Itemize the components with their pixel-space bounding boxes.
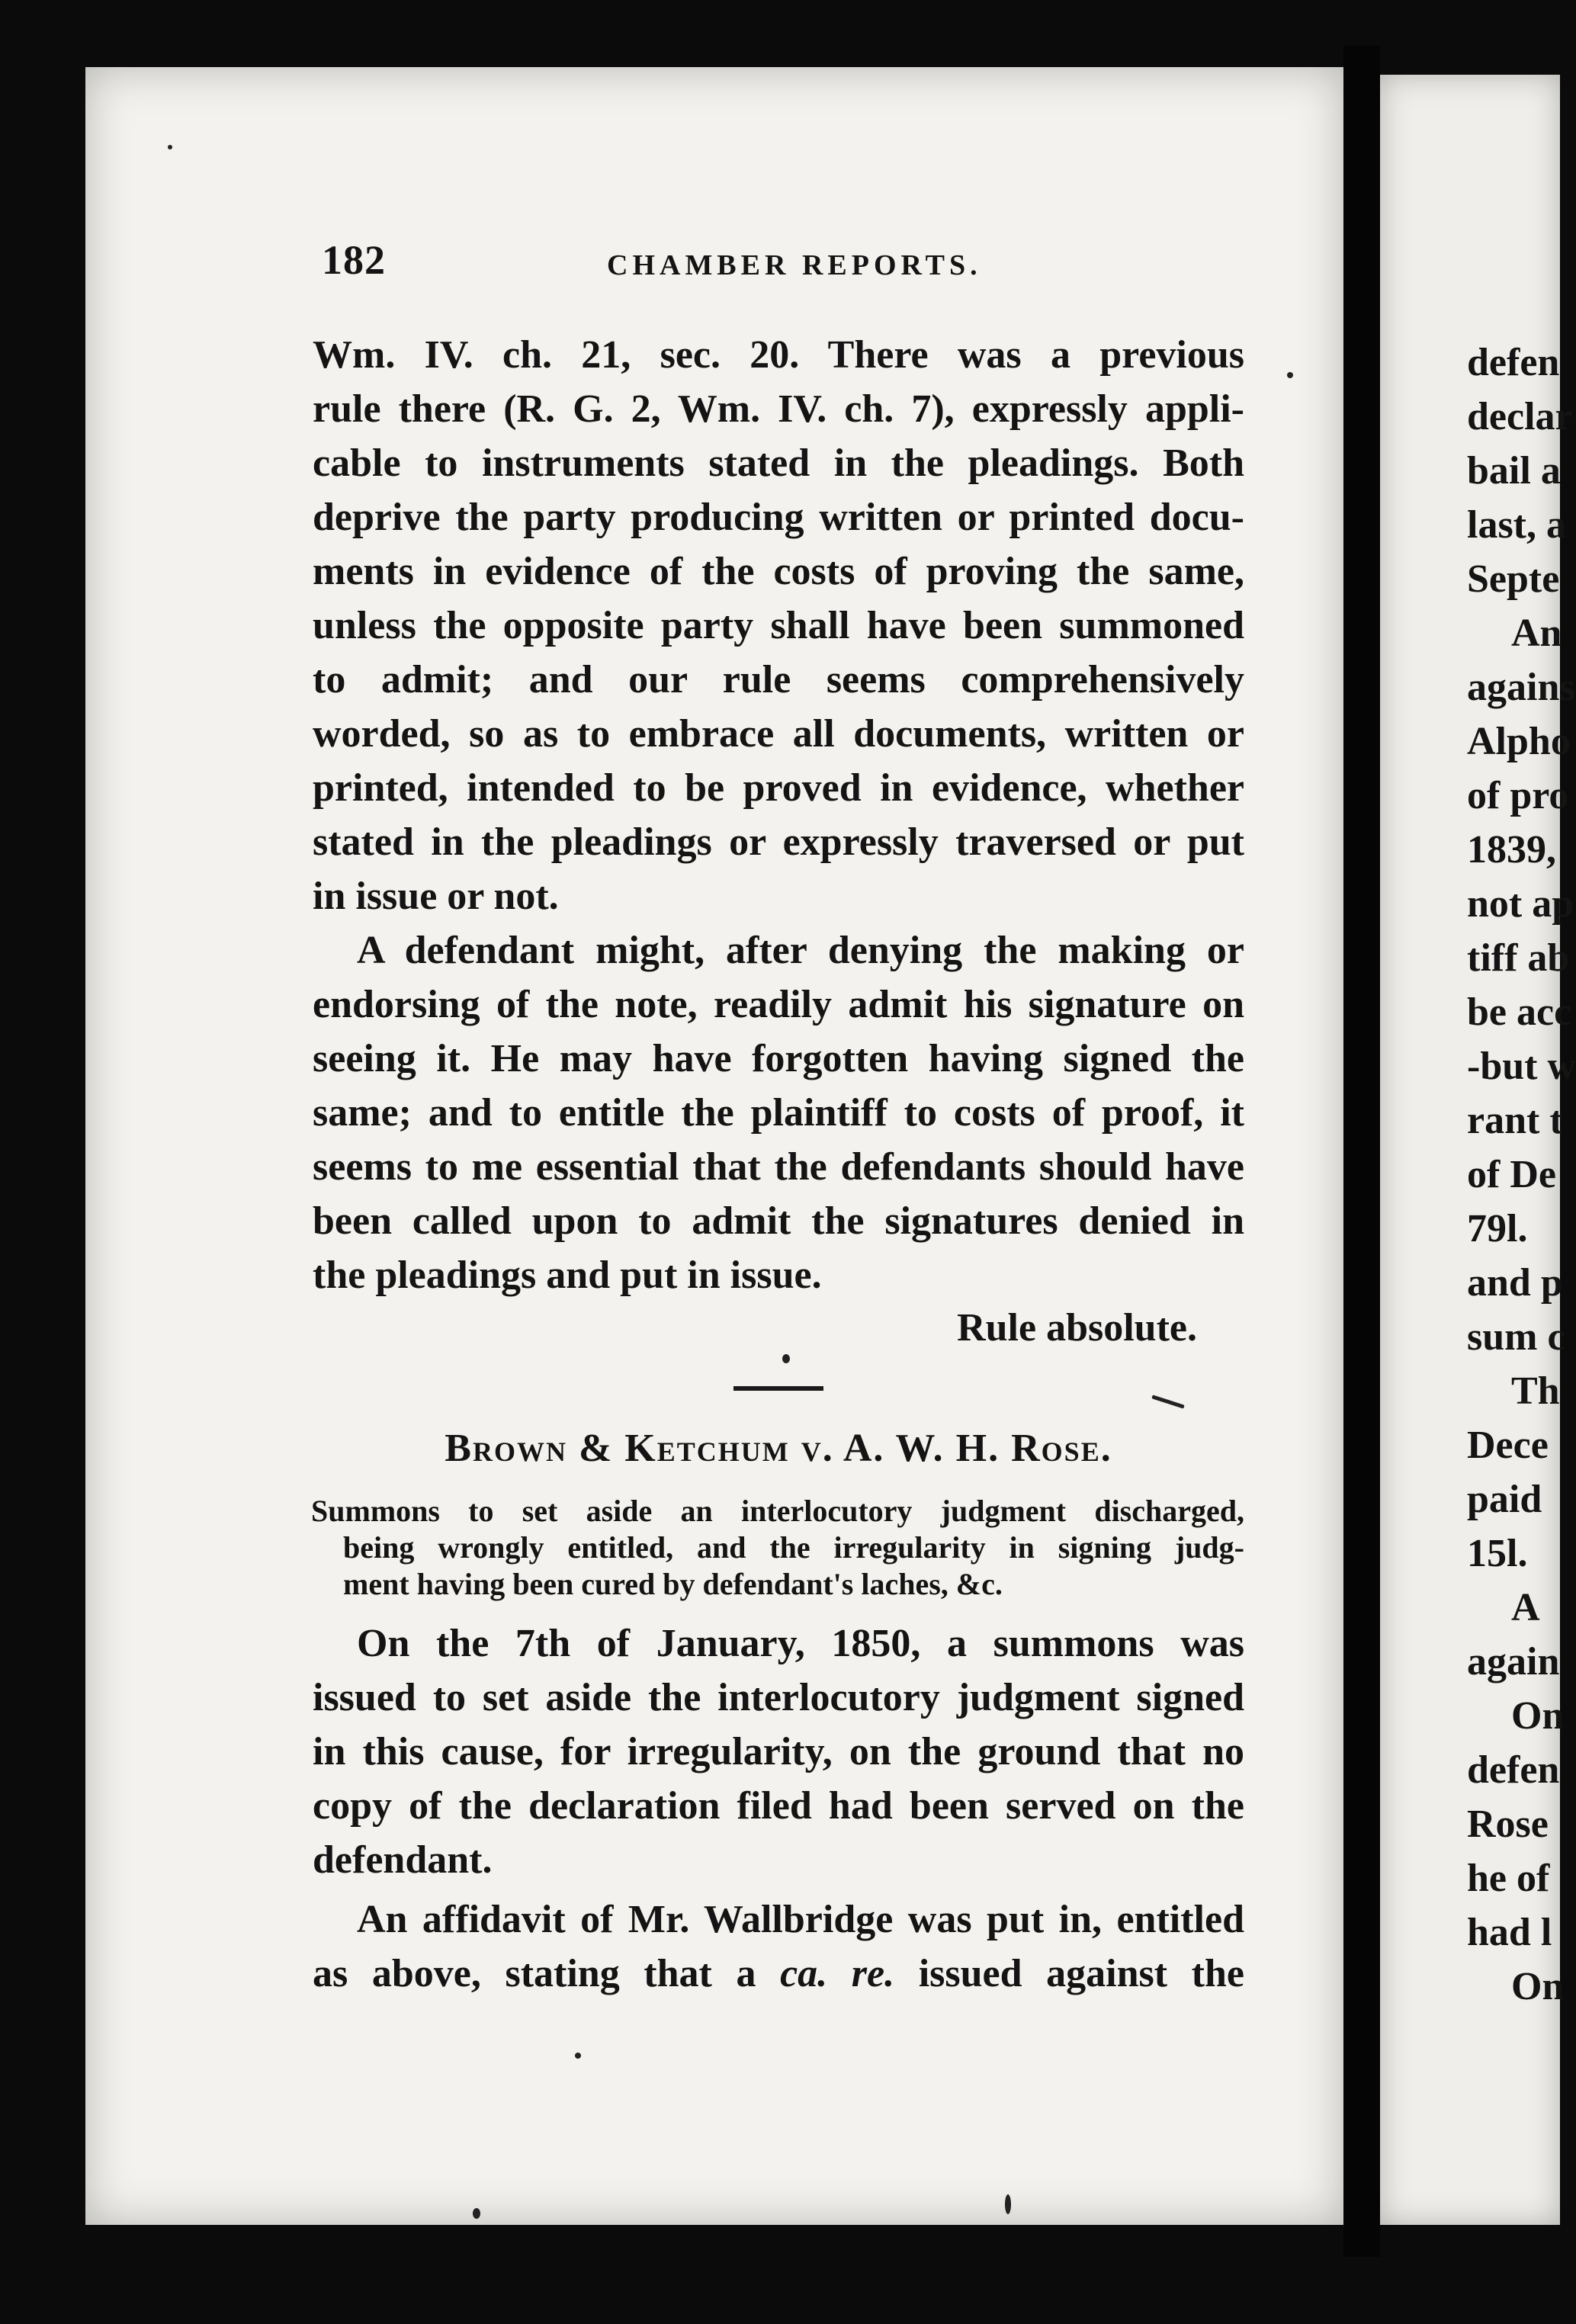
summary-line: being wrongly entitled, and the irregularity in signing judg-: [343, 1530, 1244, 1565]
right-fragment: declar: [1467, 395, 1573, 438]
text-line: in issue or not.: [313, 875, 559, 918]
right-fragment: defen: [1467, 341, 1560, 384]
right-fragment: 15l.: [1467, 1532, 1528, 1575]
text-line: Wm. IV. ch. 21, sec. 20. There was a previous: [313, 333, 1244, 377]
rule-absolute: Rule absolute.: [957, 1306, 1197, 1350]
text-line: the pleadings and put in issue.: [313, 1253, 822, 1297]
text-line: issued to set aside the interlocutory judgment signed: [313, 1676, 1244, 1719]
summary-line: ment having been cured by defendant's laches, &c.: [343, 1567, 1003, 1601]
right-fragment: rant t: [1467, 1099, 1563, 1142]
text-line: [313, 1954, 1244, 1994]
right-fragment: Th: [1511, 1369, 1560, 1413]
speck: [782, 1354, 790, 1363]
text-line: worded, so as to embrace all documents, written or: [313, 712, 1244, 756]
right-fragment: Alpho: [1467, 720, 1571, 763]
text-line: been called upon to admit the signatures denied in: [313, 1199, 1244, 1243]
right-fragment: 1839,: [1467, 828, 1556, 872]
text-line: A defendant might, after denying the making or: [357, 929, 1244, 972]
page-number: 182: [322, 237, 386, 283]
text-line: printed, intended to be proved in evidence, whether: [313, 766, 1244, 810]
summary-line: Summons to set aside an interlocutory judgment discharged,: [311, 1494, 1244, 1528]
right-fragment: Dece: [1467, 1424, 1549, 1467]
text-line: in this cause, for irregularity, on the ground that no: [313, 1730, 1244, 1773]
right-fragment: On: [1511, 1694, 1565, 1738]
right-fragment: he of: [1467, 1857, 1550, 1900]
right-fragment: 79l.: [1467, 1207, 1528, 1250]
text-span: as above, stating that a: [313, 1952, 781, 1995]
text-line: seems to me essential that the defendants should have: [313, 1145, 1244, 1189]
right-fragment: agains: [1467, 666, 1575, 709]
text-line: On the 7th of January, 1850, a summons was: [357, 1622, 1244, 1665]
right-fragment: paid: [1467, 1478, 1542, 1521]
speck: [473, 2208, 480, 2219]
right-fragment: be acc: [1467, 990, 1572, 1034]
text-span: issued against the: [894, 1952, 1244, 1995]
text-line: An affidavit of Mr. Wallbridge was put in, entitled: [357, 1898, 1244, 1941]
right-fragment: again: [1467, 1640, 1560, 1684]
case-title: Brown & Ketchum v. A. W. H. Rose.: [445, 1427, 1112, 1470]
text-line: stated in the pleadings or expressly traversed or put: [313, 820, 1244, 864]
text-line: defendant.: [313, 1838, 493, 1882]
text-line: ments in evidence of the costs of proving the same,: [313, 550, 1244, 593]
right-fragment: of De: [1467, 1153, 1556, 1196]
right-fragment: last, a: [1467, 503, 1566, 547]
text-line: deprive the party producing written or printed docu-: [313, 496, 1244, 539]
italic-term: ca. re.: [780, 1952, 895, 1995]
text-line: endorsing of the note, readily admit his signature on: [313, 983, 1244, 1026]
text-line: cable to instruments stated in the pleadings. Both: [313, 441, 1244, 485]
text-line: copy of the declaration filed had been served on the: [313, 1784, 1244, 1828]
right-fragment: Rose: [1467, 1802, 1549, 1846]
text-line: unless the opposite party shall have been summoned: [313, 604, 1244, 647]
right-fragment: A: [1511, 1586, 1540, 1629]
right-fragment: defen: [1467, 1748, 1560, 1792]
right-fragment: tiff ab: [1467, 936, 1570, 980]
speck: [1287, 372, 1293, 378]
text-line: to admit; and our rule seems comprehensively: [313, 658, 1244, 701]
right-fragment: An: [1511, 611, 1562, 655]
right-fragment: had l: [1467, 1911, 1552, 1954]
book-gutter: [1343, 46, 1380, 2257]
speck: [168, 145, 172, 149]
speck: [575, 2053, 581, 2059]
text-line: seeing it. He may have forgotten having signed the: [313, 1037, 1244, 1080]
right-fragment: On: [1511, 1965, 1565, 2008]
right-fragment: bail a: [1467, 449, 1561, 493]
right-fragment: -but w: [1467, 1045, 1576, 1088]
speck: [1005, 2194, 1011, 2214]
right-fragment: not ap: [1467, 882, 1574, 926]
right-fragment: and p: [1467, 1261, 1563, 1305]
text-line: rule there (R. G. 2, Wm. IV. ch. 7), expressly appli-: [313, 387, 1244, 431]
section-divider: [733, 1386, 823, 1391]
text-line: same; and to entitle the plaintiff to costs of proof, it: [313, 1091, 1244, 1135]
right-fragment: of pro: [1467, 774, 1569, 817]
right-fragment: sum c: [1467, 1315, 1565, 1359]
right-fragment: Septe: [1467, 557, 1560, 601]
running-head: CHAMBER REPORTS.: [607, 249, 982, 281]
